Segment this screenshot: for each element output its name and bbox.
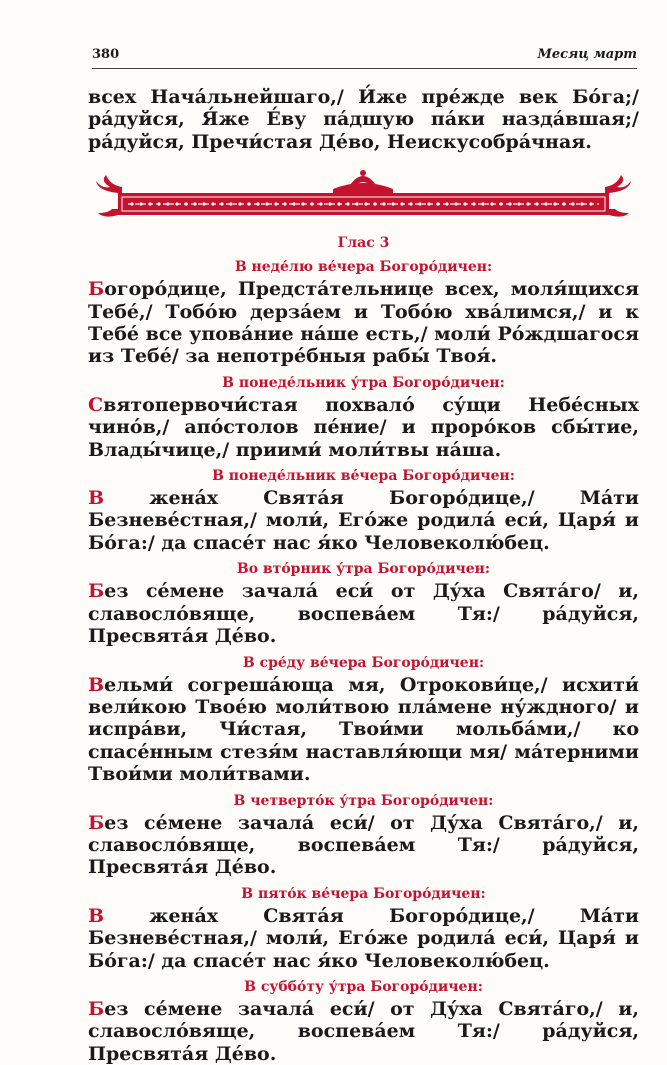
hymn-text <box>88 580 639 647</box>
rubric-heading: В неде́лю ве́чера Богоро́дичен: <box>234 259 493 276</box>
opening-paragraph: всех Нача́льнейшаго,/ И́же пре́жде век Бо́га;/ ра́дуйся, Я́же Е́ву па́дшую па́ки назда́вшая;/ ра́дуйся, Пречи́стая Де́во, Неискусобра́чная. <box>88 86 639 153</box>
red-initial-letter: Б <box>88 278 105 301</box>
red-initial-letter: Б <box>88 811 105 834</box>
page-header <box>92 40 637 69</box>
hymn-text <box>88 674 639 786</box>
running-title: Месяц март <box>537 47 637 62</box>
red-initial-letter: Б <box>88 580 105 603</box>
hymn-text <box>88 998 639 1065</box>
rubric-heading: В понеде́льник ве́чера Богоро́дичен: <box>212 468 515 485</box>
hymn-text <box>88 278 639 368</box>
hymn-body: ез се́мене зачала́ еси́/ от Ду́ха Свята́го,/ и, славосло́вяще, воспева́ем Тя:/ ра́дуйся, Пресвята́я Де́во. <box>88 811 639 879</box>
rubric-heading: В четверто́к у́тра Богоро́дичен: <box>233 792 494 809</box>
rubric-heading: В суббо́ту у́тра Богоро́дичен: <box>244 978 483 995</box>
hymn-body: ез се́мене зачала́ еси́/ от Ду́ха Свята́го,/ и, славосло́вяще, воспева́ем Тя:/ ра́дуйся, Пресвята́я Де́во. <box>88 997 639 1065</box>
glas-heading: Глас 3 <box>337 235 390 252</box>
page-content <box>88 86 639 1065</box>
rubric-heading: Во вто́рник у́тра Богоро́дичен: <box>236 561 491 578</box>
hymn-text <box>88 812 639 879</box>
rubric-heading: В пято́к ве́чера Богоро́дичен: <box>241 885 486 902</box>
rubric-heading: В сре́ду ве́чера Богоро́дичен: <box>242 654 485 671</box>
page-number: 380 <box>92 47 120 62</box>
red-initial-letter: Б <box>88 997 105 1020</box>
hymn-body: жена́х Свята́я Богоро́дице,/ Ма́ти Безневе́стная,/ моли́, Его́же родила́ еси́, Царя́ и Бо́га:/ да спасе́т нас я́ко Человеколю́бец. <box>88 487 639 554</box>
hymn-body: ез се́мене зачала́ еси́ от Ду́ха Свята́го/ и, славосло́вяще, воспева́ем Тя:/ ра́дуйся, Пресвята́я Де́во. <box>88 580 639 648</box>
rubric-heading: В понеде́льник у́тра Богоро́дичен: <box>222 374 505 391</box>
hymn-body: жена́х Свята́я Богоро́дице,/ Ма́ти Безневе́стная,/ моли́, Его́же родила́ еси́, Царя́ и Бо́га:/ да спасе́т нас я́ко Человеколю́бец. <box>88 904 639 972</box>
hymn-body: вятопервочи́стая похвало́ су́щи Небе́сных чино́в,/ апо́столов пе́ние/ и проро́ков сбы́тие, Влады́чице,/ приими́ моли́твы на́ша. <box>88 393 639 461</box>
hymn-text <box>88 487 639 554</box>
red-initial-letter: В <box>88 904 105 927</box>
red-initial-letter: В <box>88 673 105 696</box>
hymn-body: ельми́ согреша́юща мя, Отрокови́це,/ исхити́ вели́кою Твое́ю моли́твою пла́мене ну́ждного/ и испра́ви, Чи́стая, Твои́ми мольба́ми,/ ко спасе́нным стезя́м наставля́ющи мя/ ма́терними Твои́ми моли́твами. <box>88 673 639 786</box>
hymn-body: огоро́дице, Предста́тельнице всех, моля́щихся Тебе́,/ Тобо́ю дерза́ем и Тобо́ю хва́лимся,/ и к Тебе́ все упова́ние на́ше есть,/ моли́ Ро́ждшагося из Тебе́/ за непотре́бныя рабы́ Твоя́. <box>88 278 639 368</box>
decorative-headpiece <box>88 167 639 225</box>
hymn-text <box>88 905 639 972</box>
headpiece-ornament-icon <box>88 167 639 225</box>
red-initial-letter: С <box>88 393 104 416</box>
sections-container <box>88 258 639 1065</box>
red-initial-letter: В <box>88 487 105 510</box>
hymn-text <box>88 394 639 461</box>
